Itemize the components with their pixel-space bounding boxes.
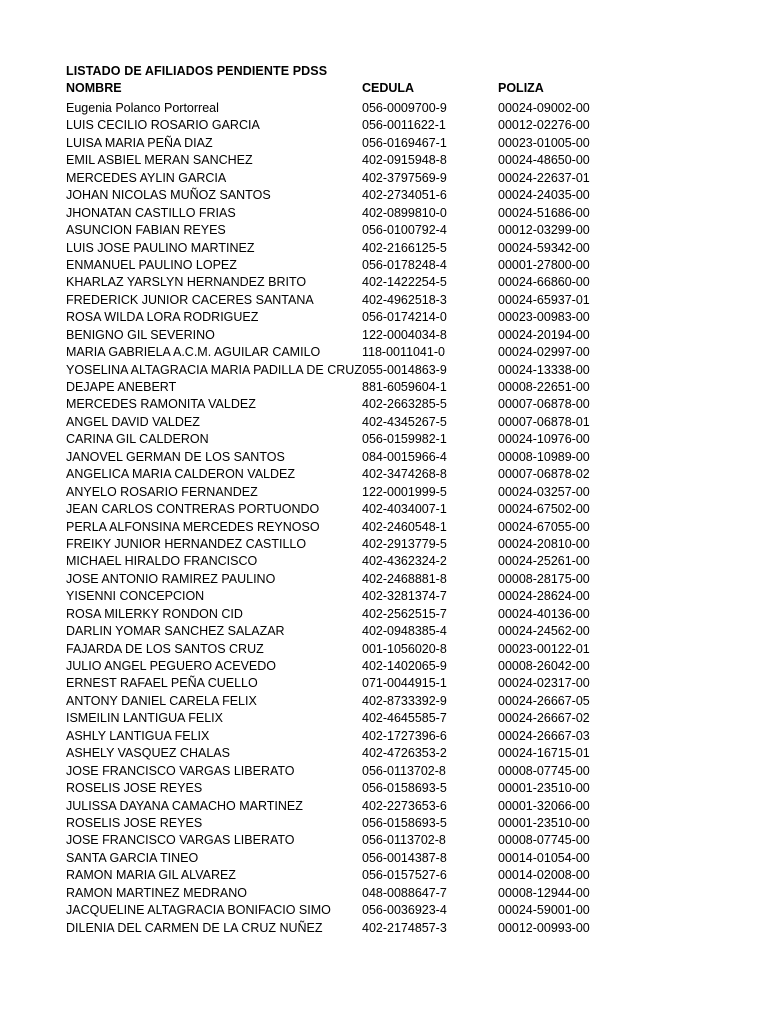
name-cell: DEJAPE ANEBERT: [66, 380, 177, 394]
table-row: [0, 640, 768, 657]
poliza-cell: 00024-48650-00: [498, 153, 590, 168]
cedula-cell: 402-4962518-3: [362, 292, 447, 307]
affiliates-table: [0, 99, 768, 936]
table-row: [0, 814, 768, 831]
name-cell: SANTA GARCIA TINEO: [66, 850, 199, 865]
cedula-cell: 056-0036923-4: [362, 903, 447, 918]
poliza-cell: 00012-03299-00: [498, 223, 590, 238]
poliza-cell: 00024-20810-00: [498, 536, 590, 551]
name-cell: KHARLAZ YARSLYN HERNANDEZ BRITO: [66, 275, 307, 290]
cedula-cell: 402-0915948-8: [362, 153, 447, 168]
name-cell: BENIGNO GIL SEVERINO: [66, 327, 215, 342]
table-row: [0, 273, 768, 290]
table-row: [0, 483, 768, 500]
table-row: [0, 849, 768, 866]
poliza-cell: 00001-32066-00: [498, 798, 590, 813]
name-cell: ASHELY VASQUEZ CHALAS: [66, 746, 230, 761]
table-row: [0, 448, 768, 465]
name-cell: Eugenia Polanco Portorreal: [66, 101, 219, 115]
name-cell: ROSELIS JOSE REYES: [66, 781, 203, 796]
table-row: [0, 727, 768, 744]
poliza-cell: 00024-09002-00: [498, 101, 590, 115]
cedula-cell: 881-6059604-1: [362, 380, 447, 394]
cedula-cell: 122-0004034-8: [362, 327, 447, 342]
cedula-cell: 402-2468881-8: [362, 571, 447, 586]
poliza-cell: 00024-20194-00: [498, 327, 590, 342]
cedula-cell: 402-4645585-7: [362, 711, 447, 726]
name-cell: PERLA ALFONSINA MERCEDES REYNOSO: [66, 519, 320, 534]
name-cell: EMIL ASBIEL MERAN SANCHEZ: [66, 153, 253, 168]
name-cell: ASUNCION FABIAN REYES: [66, 223, 226, 238]
poliza-cell: 00001-23510-00: [498, 781, 590, 796]
poliza-cell: 00001-23510-00: [498, 815, 590, 830]
cedula-cell: 056-0174214-0: [362, 310, 447, 325]
column-header-poliza: POLIZA: [498, 81, 544, 95]
table-row: [0, 151, 768, 168]
table-row: [0, 779, 768, 796]
poliza-cell: 00024-26667-05: [498, 693, 590, 708]
cedula-cell: 402-2913779-5: [362, 536, 447, 551]
table-row: [0, 430, 768, 447]
cedula-cell: 056-0157527-6: [362, 868, 447, 883]
name-cell: YOSELINA ALTAGRACIA MARIA PADILLA DE CRUZ: [66, 362, 362, 377]
cedula-cell: 402-3797569-9: [362, 170, 447, 185]
poliza-cell: 00001-27800-00: [498, 257, 590, 272]
table-row: [0, 884, 768, 901]
cedula-cell: 402-2663285-5: [362, 397, 447, 412]
cedula-cell: 402-4726353-2: [362, 746, 447, 761]
name-cell: JULISSA DAYANA CAMACHO MARTINEZ: [66, 798, 303, 813]
poliza-cell: 00024-67502-00: [498, 502, 590, 517]
name-cell: ENMANUEL PAULINO LOPEZ: [66, 257, 237, 272]
poliza-cell: 00024-03257-00: [498, 484, 590, 499]
table-row: [0, 605, 768, 622]
table-row: [0, 308, 768, 325]
poliza-cell: 00024-13338-00: [498, 362, 590, 377]
cedula-cell: 118-0011041-0: [362, 345, 445, 360]
cedula-cell: 071-0044915-1: [362, 676, 447, 691]
cedula-cell: 402-4362324-2: [362, 554, 447, 569]
poliza-cell: 00024-26667-02: [498, 711, 590, 726]
name-cell: ANTONY DANIEL CARELA FELIX: [66, 693, 257, 708]
cedula-cell: 402-0948385-4: [362, 624, 447, 639]
poliza-cell: 00008-10989-00: [498, 449, 590, 464]
poliza-cell: 00024-65937-01: [498, 292, 590, 307]
table-row: [0, 134, 768, 151]
name-cell: ANGELICA MARIA CALDERON VALDEZ: [66, 467, 295, 482]
name-cell: DILENIA DEL CARMEN DE LA CRUZ NUÑEZ: [66, 920, 323, 935]
poliza-cell: 00024-10976-00: [498, 432, 590, 447]
name-cell: MERCEDES AYLIN GARCIA: [66, 170, 227, 185]
table-row: [0, 343, 768, 360]
cedula-cell: 402-3474268-8: [362, 467, 447, 482]
poliza-cell: 00024-66860-00: [498, 275, 590, 290]
table-row: [0, 709, 768, 726]
name-cell: MERCEDES RAMONITA VALDEZ: [66, 397, 256, 412]
cedula-cell: 402-2460548-1: [362, 519, 447, 534]
cedula-cell: 056-0158693-5: [362, 815, 447, 830]
cedula-cell: 056-0113702-8: [362, 833, 446, 848]
poliza-cell: 00007-06878-02: [498, 467, 590, 482]
table-row: [0, 169, 768, 186]
poliza-cell: 00008-07745-00: [498, 763, 590, 778]
cedula-cell: 056-0011622-1: [362, 118, 446, 133]
table-row: [0, 256, 768, 273]
poliza-cell: 00024-24562-00: [498, 624, 590, 639]
name-cell: LUIS CECILIO ROSARIO GARCIA: [66, 118, 260, 133]
poliza-cell: 00024-22637-01: [498, 170, 590, 185]
name-cell: FAJARDA DE LOS SANTOS CRUZ: [66, 641, 264, 656]
name-cell: CARINA GIL CALDERON: [66, 432, 209, 447]
table-row: [0, 116, 768, 133]
cedula-cell: 402-8733392-9: [362, 693, 447, 708]
poliza-cell: 00008-22651-00: [498, 380, 590, 394]
cedula-cell: 402-0899810-0: [362, 205, 447, 220]
name-cell: FREDERICK JUNIOR CACERES SANTANA: [66, 292, 314, 307]
name-cell: JOSE FRANCISCO VARGAS LIBERATO: [66, 763, 295, 778]
name-cell: ROSELIS JOSE REYES: [66, 815, 203, 830]
name-cell: ISMEILIN LANTIGUA FELIX: [66, 711, 223, 726]
column-header-cedula: CEDULA: [362, 81, 415, 95]
name-cell: ROSA WILDA LORA RODRIGUEZ: [66, 310, 259, 325]
name-cell: JULIO ANGEL PEGUERO ACEVEDO: [66, 659, 277, 673]
cedula-cell: 056-0113702-8: [362, 763, 446, 778]
name-cell: ANYELO ROSARIO FERNANDEZ: [66, 484, 258, 499]
poliza-cell: 00007-06878-01: [498, 414, 590, 429]
cedula-cell: 402-2166125-5: [362, 240, 447, 255]
cedula-cell: 056-0159982-1: [362, 432, 447, 447]
poliza-cell: 00014-01054-00: [498, 850, 590, 865]
cedula-cell: 122-0001999-5: [362, 484, 447, 499]
poliza-cell: 00024-25261-00: [498, 554, 590, 569]
table-row: [0, 762, 768, 779]
name-cell: JOSE FRANCISCO VARGAS LIBERATO: [66, 833, 295, 848]
name-cell: LUISA MARIA PEÑA DIAZ: [66, 135, 213, 150]
cedula-cell: 402-2273653-6: [362, 798, 447, 813]
table-row: [0, 587, 768, 604]
poliza-cell: 00024-16715-01: [498, 746, 590, 761]
table-row: [0, 919, 768, 936]
name-cell: JOSE ANTONIO RAMIREZ PAULINO: [66, 571, 276, 586]
cedula-cell: 084-0015966-4: [362, 449, 447, 464]
poliza-cell: 00012-00993-00: [498, 920, 590, 935]
cedula-cell: 055-0014863-9: [362, 362, 447, 377]
name-cell: JACQUELINE ALTAGRACIA BONIFACIO SIMO: [66, 903, 331, 918]
table-row: [0, 552, 768, 569]
table-row: [0, 395, 768, 412]
poliza-cell: 00024-51686-00: [498, 205, 590, 220]
table-row: [0, 570, 768, 587]
name-cell: LUIS JOSE PAULINO MARTINEZ: [66, 240, 255, 255]
name-cell: JEAN CARLOS CONTRERAS PORTUONDO: [66, 502, 320, 517]
table-row: [0, 186, 768, 203]
poliza-cell: 00008-07745-00: [498, 833, 590, 848]
poliza-cell: 00024-59342-00: [498, 240, 590, 255]
table-row: [0, 797, 768, 814]
cedula-cell: 056-0009700-9: [362, 101, 447, 115]
poliza-cell: 00023-00983-00: [498, 310, 590, 325]
table-row: [0, 535, 768, 552]
poliza-cell: 00008-12944-00: [498, 885, 590, 900]
name-cell: YISENNI CONCEPCION: [66, 589, 205, 604]
cedula-cell: 402-2734051-6: [362, 188, 447, 203]
table-row: [0, 99, 768, 116]
cedula-cell: 402-1727396-6: [362, 728, 447, 743]
name-cell: JANOVEL GERMAN DE LOS SANTOS: [66, 449, 285, 464]
cedula-cell: 402-1422254-5: [362, 275, 447, 290]
document-title: LISTADO DE AFILIADOS PENDIENTE PDSS: [66, 64, 328, 78]
name-cell: JOHAN NICOLAS MUÑOZ SANTOS: [66, 188, 271, 203]
poliza-cell: 00007-06878-00: [498, 397, 590, 412]
name-cell: RAMON MARIA GIL ALVAREZ: [66, 868, 236, 883]
table-row: [0, 465, 768, 482]
name-cell: JHONATAN CASTILLO FRIAS: [66, 205, 236, 220]
poliza-cell: 00012-02276-00: [498, 118, 590, 133]
poliza-cell: 00024-67055-00: [498, 519, 590, 534]
cedula-cell: 056-0014387-8: [362, 850, 447, 865]
poliza-cell: 00023-01005-00: [498, 135, 590, 150]
poliza-cell: 00024-40136-00: [498, 606, 590, 621]
table-row: [0, 361, 768, 378]
cedula-cell: 402-2562515-7: [362, 606, 447, 621]
name-cell: ASHLY LANTIGUA FELIX: [66, 728, 210, 743]
table-row: [0, 622, 768, 639]
name-cell: RAMON MARTINEZ MEDRANO: [66, 885, 248, 900]
poliza-cell: 00024-28624-00: [498, 589, 590, 604]
cedula-cell: 402-3281374-7: [362, 589, 447, 604]
table-row: [0, 744, 768, 761]
poliza-cell: 00024-02997-00: [498, 345, 590, 360]
name-cell: ERNEST RAFAEL PEÑA CUELLO: [66, 676, 258, 691]
poliza-cell: 00014-02008-00: [498, 868, 590, 883]
poliza-cell: 00024-02317-00: [498, 676, 590, 691]
cedula-cell: 056-0100792-4: [362, 223, 447, 238]
column-header-nombre: NOMBRE: [66, 81, 122, 95]
table-row: [0, 239, 768, 256]
cedula-cell: 402-2174857-3: [362, 920, 447, 935]
table-row: [0, 291, 768, 308]
table-row: [0, 518, 768, 535]
table-row: [0, 692, 768, 709]
cedula-cell: 048-0088647-7: [362, 885, 447, 900]
poliza-cell: 00024-59001-00: [498, 903, 590, 918]
cedula-cell: 056-0169467-1: [362, 135, 447, 150]
name-cell: MICHAEL HIRALDO FRANCISCO: [66, 554, 258, 569]
name-cell: ROSA MILERKY RONDON CID: [66, 606, 243, 621]
table-row: [0, 831, 768, 848]
poliza-cell: 00008-28175-00: [498, 571, 590, 586]
cedula-cell: 056-0178248-4: [362, 257, 447, 272]
name-cell: ANGEL DAVID VALDEZ: [66, 414, 200, 429]
table-row: [0, 674, 768, 691]
poliza-cell: 00008-26042-00: [498, 659, 590, 673]
table-row: [0, 221, 768, 238]
cedula-cell: 402-1402065-9: [362, 659, 447, 673]
poliza-cell: 00024-24035-00: [498, 188, 590, 203]
poliza-cell: 00023-00122-01: [498, 641, 590, 656]
table-row: [0, 378, 768, 395]
cedula-cell: 402-4345267-5: [362, 414, 447, 429]
table-row: [0, 866, 768, 883]
table-row: [0, 500, 768, 517]
table-row: [0, 901, 768, 918]
cedula-cell: 056-0158693-5: [362, 781, 447, 796]
table-row: [0, 657, 768, 674]
table-row: [0, 204, 768, 221]
name-cell: MARIA GABRIELA A.C.M. AGUILAR CAMILO: [66, 345, 321, 360]
cedula-cell: 402-4034007-1: [362, 502, 447, 517]
table-row: [0, 326, 768, 343]
table-row: [0, 413, 768, 430]
poliza-cell: 00024-26667-03: [498, 728, 590, 743]
name-cell: DARLIN YOMAR SANCHEZ SALAZAR: [66, 624, 285, 639]
cedula-cell: 001-1056020-8: [362, 641, 447, 656]
name-cell: FREIKY JUNIOR HERNANDEZ CASTILLO: [66, 536, 307, 551]
